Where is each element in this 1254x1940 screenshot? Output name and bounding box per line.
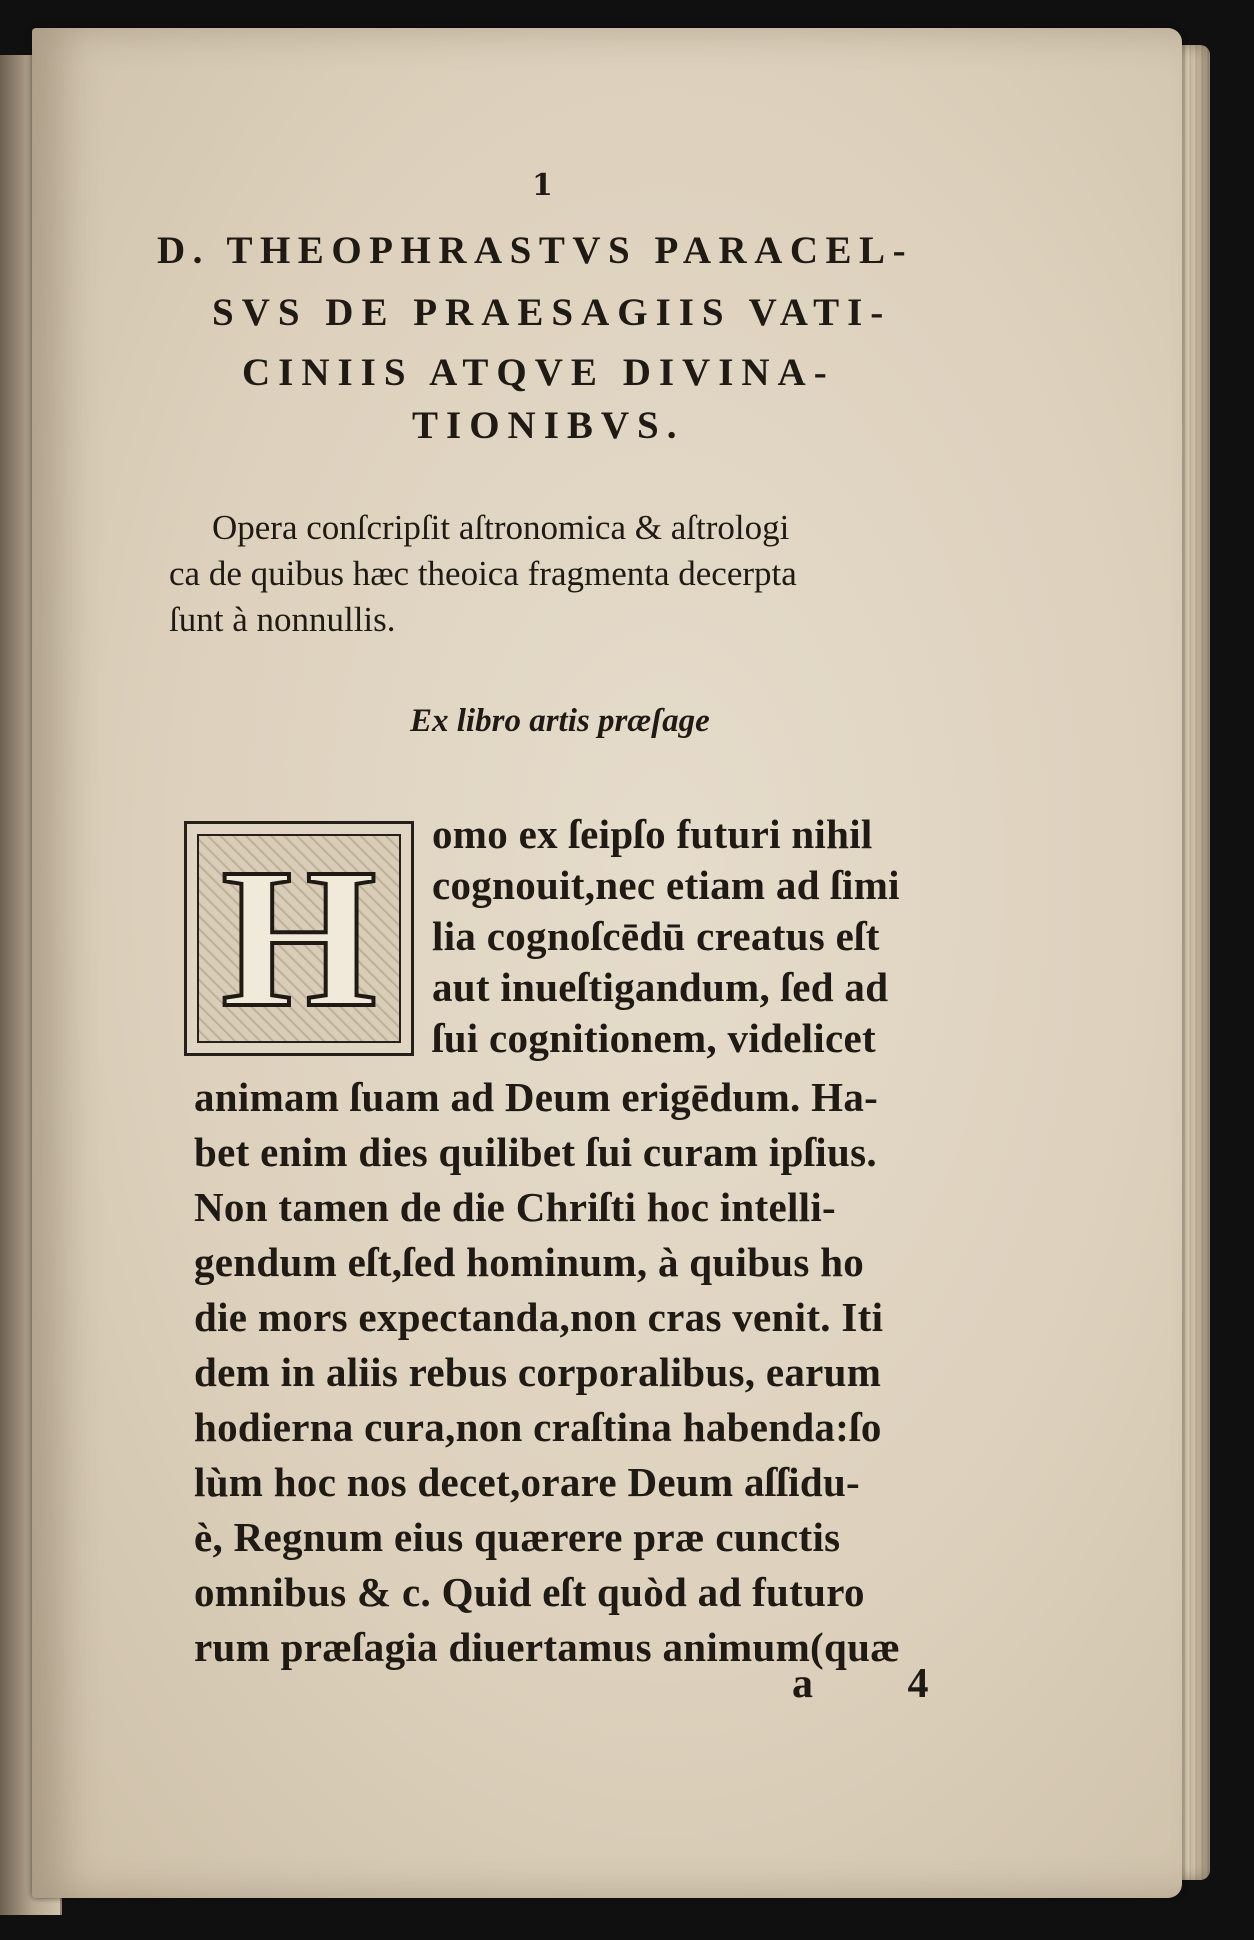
body-line: hodierna cura,non craſtina habenda:ſo: [194, 1404, 882, 1450]
folio-number: 1: [532, 168, 553, 203]
decorated-initial: [184, 821, 414, 1056]
book-page: [32, 28, 1182, 1898]
body-line: animam ſuam ad Deum erigēdum. Ha-: [194, 1074, 879, 1120]
section-subheading: Ex libro artis præſage: [410, 703, 710, 739]
signature-mark: a 4: [792, 1661, 971, 1707]
title-line-3: CINIIS ATQVE DIVINA-: [242, 351, 835, 394]
body-line: dem in aliis rebus corporalibus, earum: [194, 1349, 882, 1395]
body-line: cognouit,nec etiam ad ſimi: [432, 862, 900, 908]
title-line-2: SVS DE PRAESAGIIS VATI-: [212, 291, 892, 334]
body-line: è, Regnum eius quærere præ cunctis: [194, 1514, 841, 1560]
intro-line-1: Opera conſcripſit aſtronomica & aſtrologi: [212, 508, 790, 547]
intro-line-3: ſunt à nonnullis.: [169, 600, 396, 639]
body-line: omnibus & c. Quid eſt quòd ad futuro: [194, 1569, 865, 1615]
body-line: lùm hoc nos decet,orare Deum aſſidu-: [194, 1459, 860, 1505]
body-line: Non tamen de die Chriſti hoc intelli-: [194, 1184, 837, 1230]
body-line: die mors expectanda,non cras venit. Iti: [194, 1294, 884, 1340]
title-line-1: D. THEOPHRASTVS PARACEL-: [157, 229, 914, 272]
body-line: aut inueſtigandum, ſed ad: [432, 964, 889, 1010]
body-line: rum præſagia diuertamus animum(quæ: [194, 1624, 901, 1670]
body-line: bet enim dies quilibet ſui curam ipſius.: [194, 1129, 877, 1175]
body-line: omo ex ſeipſo futuri nihil: [432, 811, 873, 857]
body-line: ſui cognitionem, videlicet: [432, 1015, 876, 1061]
intro-line-2: ca de quibus hæc theoica fragmenta decerpta: [169, 554, 797, 593]
initial-letter: H: [221, 827, 377, 1049]
body-line: lia cognoſcēdū creatus eſt: [432, 913, 880, 959]
title-line-4: TIONIBVS.: [412, 404, 685, 447]
body-line: gendum eſt,ſed hominum, à quibus ho: [194, 1239, 865, 1285]
